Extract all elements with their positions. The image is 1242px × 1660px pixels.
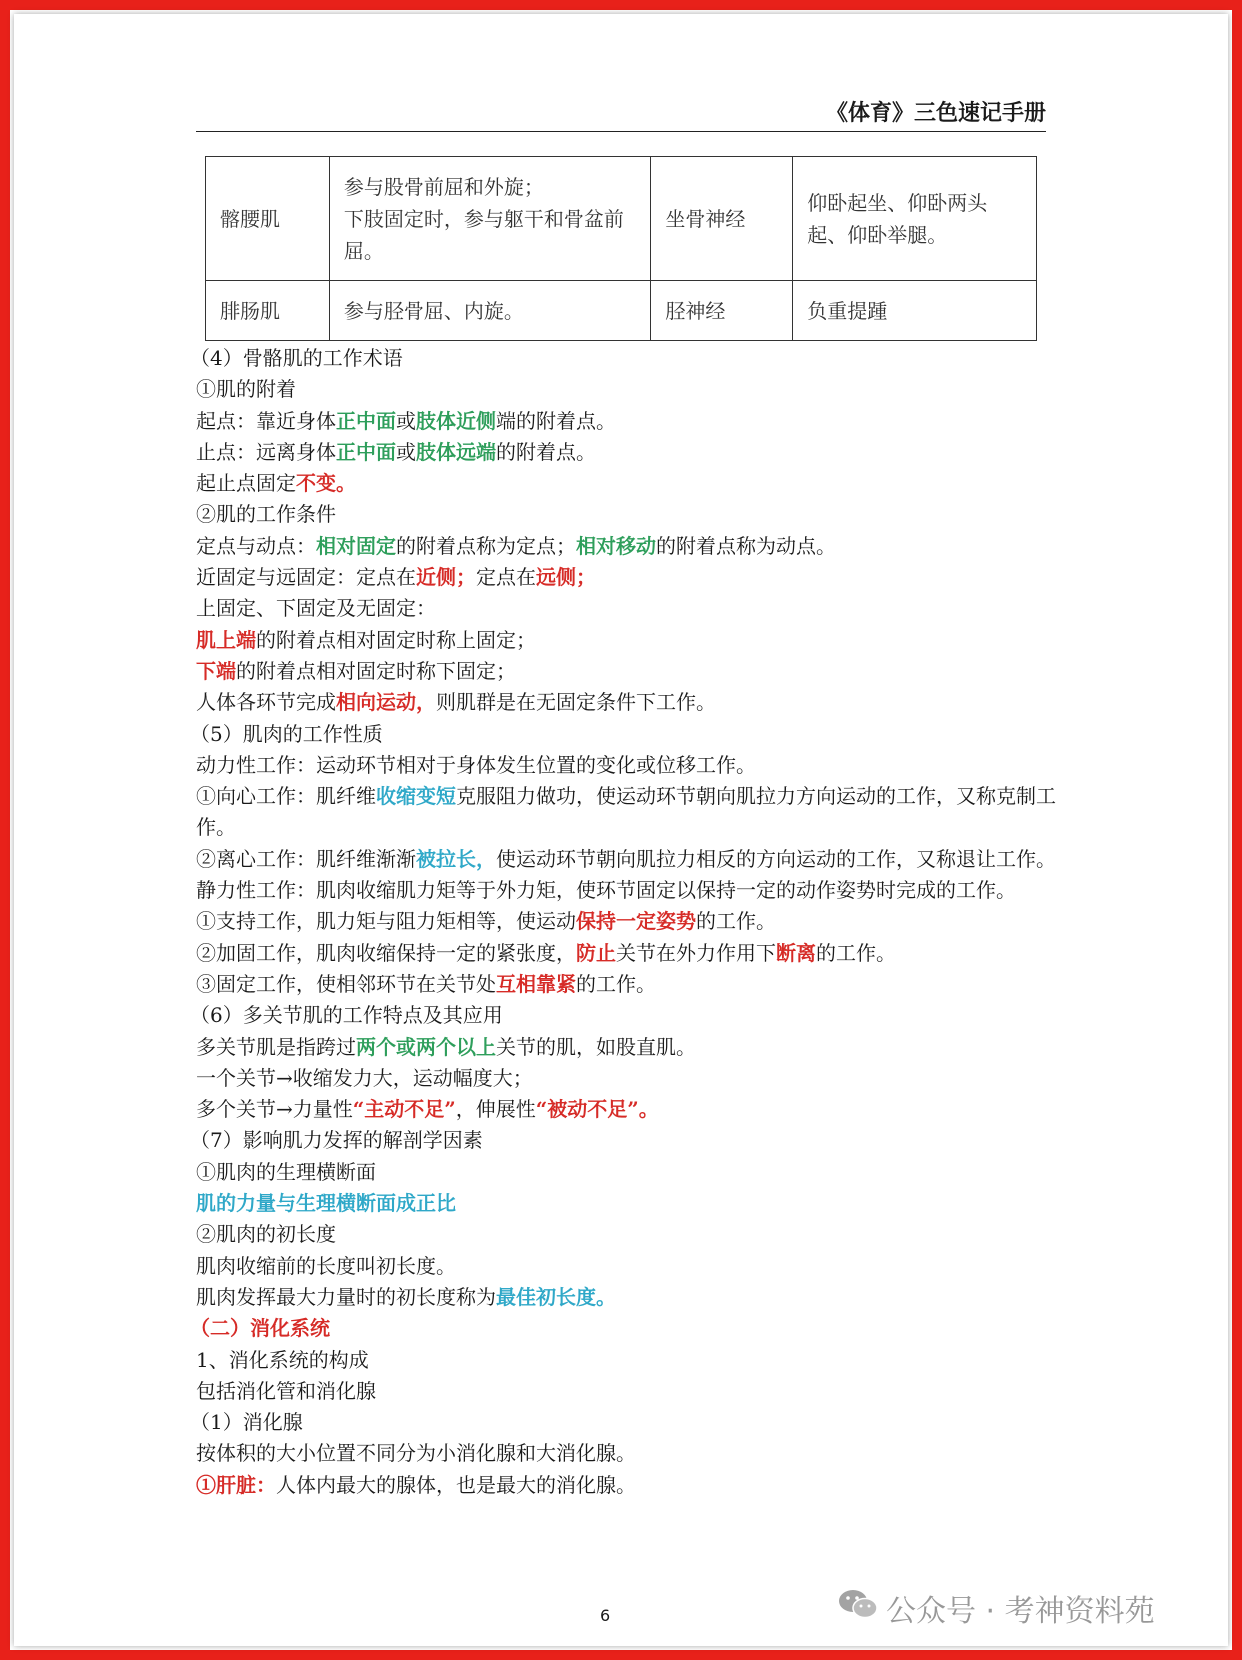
text-segment: 按体积的大小位置不同分为小消化腺和大消化腺。 — [196, 1441, 636, 1466]
text-line — [196, 374, 1056, 405]
text-line — [196, 844, 1056, 875]
table-row — [206, 157, 1037, 281]
text-line — [196, 437, 1056, 468]
text-line — [190, 1407, 1056, 1438]
text-segment: 人体各环节完成 — [196, 690, 336, 715]
text-segment: 定点与动点： — [196, 533, 316, 558]
highlight-text: 两个或两个以上 — [356, 1034, 496, 1059]
highlight-text: 相对固定 — [316, 533, 396, 558]
text-segment: 肌肉发挥最大力量时的初长度称为 — [196, 1284, 496, 1309]
text-line — [196, 1157, 1056, 1188]
text-line — [196, 938, 1056, 969]
highlight-text: 相对移动 — [576, 533, 656, 558]
text-segment: ①支持工作，肌力矩与阻力矩相等，使运动 — [196, 909, 576, 934]
text-line — [196, 531, 1056, 562]
nerve-cell: 坐骨神经 — [651, 157, 793, 281]
table-row — [206, 281, 1037, 341]
highlight-text: 最佳初长度。 — [496, 1284, 616, 1309]
text-segment: 1、消化系统的构成 — [196, 1347, 369, 1372]
highlight-text: 收缩变短 — [376, 784, 456, 809]
exercise-line: 负重提踵 — [807, 298, 888, 323]
text-line — [196, 593, 1056, 624]
text-segment: ①肌肉的生理横断面 — [196, 1159, 376, 1184]
text-segment: 的附着点。 — [496, 439, 596, 464]
page-number: 6 — [600, 1606, 611, 1625]
text-line — [196, 1188, 1056, 1219]
highlight-text: 近侧； — [416, 565, 476, 590]
highlight-text: 断离 — [776, 940, 816, 965]
text-line — [196, 1470, 1056, 1501]
text-segment: 的附着点相对固定时称上固定； — [256, 627, 536, 652]
text-segment: 的工作。 — [816, 940, 896, 965]
watermark-text: 公众号 · 考神资料苑 — [886, 1594, 1155, 1629]
exercise-cell — [793, 281, 1037, 341]
text-line — [196, 969, 1056, 1000]
function-cell — [329, 157, 651, 281]
highlight-text: 保持一定姿势 — [576, 909, 696, 934]
text-segment: 近固定与远固定：定点在 — [196, 565, 416, 590]
text-segment: ，伸展性 — [455, 1097, 536, 1122]
text-line — [196, 906, 1056, 937]
highlight-text: 防止 — [576, 940, 616, 965]
text-segment: 关节在外力作用下 — [616, 940, 776, 965]
text-segment: 端的附着点。 — [496, 408, 616, 433]
exercise-line: 仰卧起坐、仰卧两头 — [807, 190, 988, 215]
text-line — [196, 562, 1056, 593]
text-segment: ③固定工作，使相邻环节在关节处 — [196, 971, 496, 996]
highlight-text: 肢体远端 — [416, 439, 496, 464]
text-line — [196, 625, 1056, 656]
function-line: 参与股骨前屈和外旋； — [343, 174, 544, 199]
text-segment: ②肌肉的初长度 — [196, 1222, 336, 1247]
text-segment: ①肌的附着 — [196, 377, 296, 402]
text-line — [196, 781, 1056, 844]
text-segment: 定点在 — [476, 565, 536, 590]
highlight-text: 肢体近侧 — [416, 408, 496, 433]
text-segment: 使运动环节朝向肌拉力相反的方向运动的工作，又称退让工作。 — [496, 846, 1056, 871]
text-segment: 多个关节→力量性 — [196, 1097, 353, 1122]
highlight-text: 正中面 — [336, 408, 396, 433]
text-segment: 的工作。 — [696, 909, 776, 934]
notes-body — [190, 343, 1056, 1501]
highlight-text: 肌上端 — [196, 627, 256, 652]
text-line — [196, 687, 1056, 718]
text-segment: 多关节肌是指跨过 — [196, 1034, 356, 1059]
highlight-text: 不变。 — [296, 471, 356, 496]
text-segment: ②离心工作：肌纤维渐渐 — [196, 846, 416, 871]
text-segment: 静力性工作：肌肉收缩肌力矩等于外力矩，使环节固定以保持一定的动作姿势时完成的工作。 — [196, 878, 1016, 903]
text-segment: （6）多关节肌的工作特点及其应用 — [190, 1003, 503, 1028]
text-segment: 或 — [396, 408, 416, 433]
exercise-line: 起、仰卧举腿。 — [807, 222, 948, 247]
highlight-text: 互相靠紧 — [496, 971, 576, 996]
text-segment: 一个关节→收缩发力大，运动幅度大； — [196, 1065, 533, 1090]
function-line: 参与胫骨屈、内旋。 — [343, 298, 524, 323]
text-segment: 的附着点相对固定时称下固定； — [236, 658, 516, 683]
highlight-text: “被动不足”。 — [535, 1097, 659, 1122]
text-line — [196, 1219, 1056, 1250]
text-segment: 人体内最大的腺体，也是最大的消化腺。 — [276, 1472, 636, 1497]
text-line — [196, 1345, 1056, 1376]
text-segment: 则肌群是在无固定条件下工作。 — [436, 690, 716, 715]
text-segment: 止点：远离身体 — [196, 439, 336, 464]
function-line: 屈。 — [343, 238, 384, 263]
text-line — [196, 499, 1056, 530]
text-segment: （5）肌肉的工作性质 — [190, 721, 383, 746]
exercise-cell — [793, 157, 1037, 281]
function-cell — [329, 281, 651, 341]
text-segment: 包括消化管和消化腺 — [196, 1378, 376, 1403]
nerve-cell: 胫神经 — [651, 281, 793, 341]
text-line — [196, 1376, 1056, 1407]
text-segment: （7）影响肌力发挥的解剖学因素 — [190, 1128, 483, 1153]
text-segment: 或 — [396, 439, 416, 464]
highlight-text: 肌的力量与生理横断面成正比 — [196, 1191, 456, 1216]
text-segment: 的工作。 — [576, 971, 656, 996]
text-segment: 克服阻力做功，使运动环节朝向肌拉力方向运动的工作，又称克制工作。 — [196, 784, 1056, 840]
text-segment: 的附着点称为动点。 — [656, 533, 836, 558]
highlight-text: 下端 — [196, 658, 236, 683]
muscle-name-cell: 髂腰肌 — [206, 157, 330, 281]
watermark — [838, 1588, 1155, 1628]
text-line — [190, 343, 1056, 374]
muscle-table — [205, 156, 1037, 341]
function-line: 下肢固定时，参与躯干和骨盆前 — [343, 206, 624, 231]
page-header-title: 《体育》三色速记手册 — [196, 96, 1046, 132]
text-line — [196, 468, 1056, 499]
text-segment: ②加固工作，肌肉收缩保持一定的紧张度， — [196, 940, 576, 965]
text-segment: ②肌的工作条件 — [196, 502, 336, 527]
text-segment: （1）消化腺 — [190, 1410, 303, 1435]
text-line — [196, 1032, 1056, 1063]
muscle-name-cell: 腓肠肌 — [206, 281, 330, 341]
highlight-text: 被拉长， — [416, 846, 496, 871]
text-line — [190, 1000, 1056, 1031]
text-line — [196, 1094, 1056, 1125]
text-line — [196, 1251, 1056, 1282]
text-line — [196, 1438, 1056, 1469]
text-segment: 肌肉收缩前的长度叫初长度。 — [196, 1253, 456, 1278]
text-line — [196, 1063, 1056, 1094]
text-line — [196, 1282, 1056, 1313]
text-line — [196, 750, 1056, 781]
text-segment: 动力性工作：运动环节相对于身体发生位置的变化或位移工作。 — [196, 752, 756, 777]
text-segment: 的附着点称为定点； — [396, 533, 576, 558]
highlight-text: 远侧； — [536, 565, 596, 590]
text-segment: 起止点固定 — [196, 471, 296, 496]
text-segment: 起点：靠近身体 — [196, 408, 336, 433]
text-segment: （4）骨骼肌的工作术语 — [190, 346, 403, 370]
wechat-icon — [838, 1587, 878, 1629]
text-segment: ①向心工作：肌纤维 — [196, 784, 376, 809]
highlight-text: 相向运动， — [336, 690, 436, 715]
text-line — [196, 656, 1056, 687]
text-segment: 关节的肌，如股直肌。 — [496, 1034, 696, 1059]
highlight-text: 正中面 — [336, 439, 396, 464]
highlight-text: ①肝脏： — [196, 1472, 276, 1497]
text-line — [190, 1125, 1056, 1156]
highlight-text: （二）消化系统 — [190, 1316, 330, 1341]
highlight-text: “主动不足” — [352, 1097, 456, 1122]
text-line — [190, 719, 1056, 750]
text-line — [196, 406, 1056, 437]
text-line — [196, 875, 1056, 906]
text-line — [190, 1313, 1056, 1344]
text-segment: 上固定、下固定及无固定： — [196, 596, 436, 621]
